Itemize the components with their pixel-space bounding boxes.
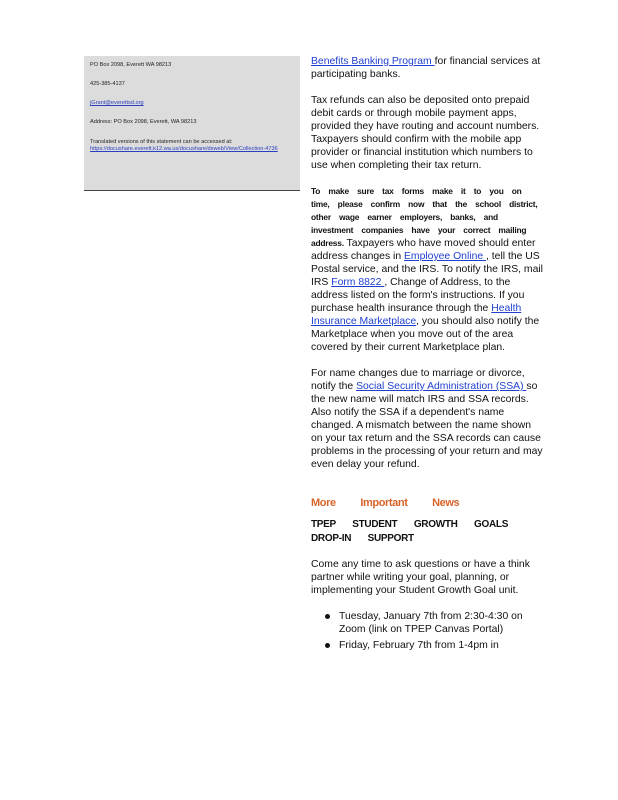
ssa-link[interactable]: Social Security Administration (SSA): [356, 381, 527, 392]
session-list: [311, 610, 543, 652]
address-reminder-bold: To make sure tax forms make it to you on time, please confirm now that the school district, other wage earner employers, banks, and investment companies have your correct mailing address.: [311, 186, 538, 248]
paragraph-name-changes: For name changes due to marriage or divorce, notify the Social Security Administration (SSA) so the new name will match IRS and SSA records. Also notify the SSA if a dependent's name changed. A mismatch between the name shown on your tax return and the SSA records can cause problems in the processing of your return and may even delay your refund.: [311, 368, 543, 470]
list-item: Friday, February 7th from 1-4pm in: [323, 639, 543, 652]
bullet-icon: [325, 643, 330, 648]
employee-online-link[interactable]: Employee Online: [404, 251, 487, 262]
mailing-address: PO Box 2098, Everett WA 98213: [90, 62, 172, 68]
street-address: Address: PO Box 2098, Everett, WA 98213: [90, 119, 197, 125]
email-link[interactable]: jGrant@everettsd.org: [90, 100, 144, 106]
article-column: [311, 55, 543, 655]
paragraph-address-change: To make sure tax forms make it to you on time, please confirm now that the school district, other wage earner employers, banks, and investment companies have your correct mailing address. Taxpayers who have moved should enter address changes in Employee Online , tell the US Postal service, and the IRS. To notify the IRS, mail IRS Form 8822 , Change of Address, to the address listed on the form's instructions. If you purchase health insurance through the Health Insurance Marketplace, you should also notify the Marketplace when you move out of the area covered by their current Marketplace plan.: [311, 186, 543, 353]
translated-versions-link[interactable]: https://docushare.everett.k12.wa.us/docushare/dsweb/View/Collection-4736: [90, 146, 278, 152]
benefits-banking-link[interactable]: Benefits Banking Program: [311, 56, 435, 67]
translated-versions-note: [90, 139, 298, 153]
paragraph-drop-in: Come any time to ask questions or have a think partner while writing your goal, planning, or implementing your Student Growth Goal unit.: [311, 559, 530, 596]
list-item: Tuesday, January 7th from 2:30-4:30 on Zoom (link on TPEP Canvas Portal): [323, 610, 543, 636]
section-heading: More Important News: [311, 497, 460, 509]
paragraph-tax-refunds: Tax refunds can also be deposited onto prepaid debit cards or through mobile payment apps, provided they have routing and account numbers. Taxpayers should confirm with the mobile app provider or financial institution which numbers to use when completing their tax return.: [311, 95, 540, 171]
bullet-icon: [325, 614, 330, 619]
form-8822-link[interactable]: Form 8822: [331, 277, 385, 288]
contact-info-box: [84, 56, 300, 191]
section-subheading: TPEP STUDENT GROWTH GOALS DROP-IN SUPPORT: [311, 519, 509, 544]
health-insurance-marketplace-link[interactable]: Health Insurance Marketplace: [311, 303, 522, 327]
paragraph-banking: Benefits Banking Program for financial services at participating banks.: [311, 56, 541, 80]
phone-number: 425-385-4137: [90, 81, 125, 87]
translated-versions-text: Translated versions of this statement can be accessed at:: [90, 139, 233, 145]
